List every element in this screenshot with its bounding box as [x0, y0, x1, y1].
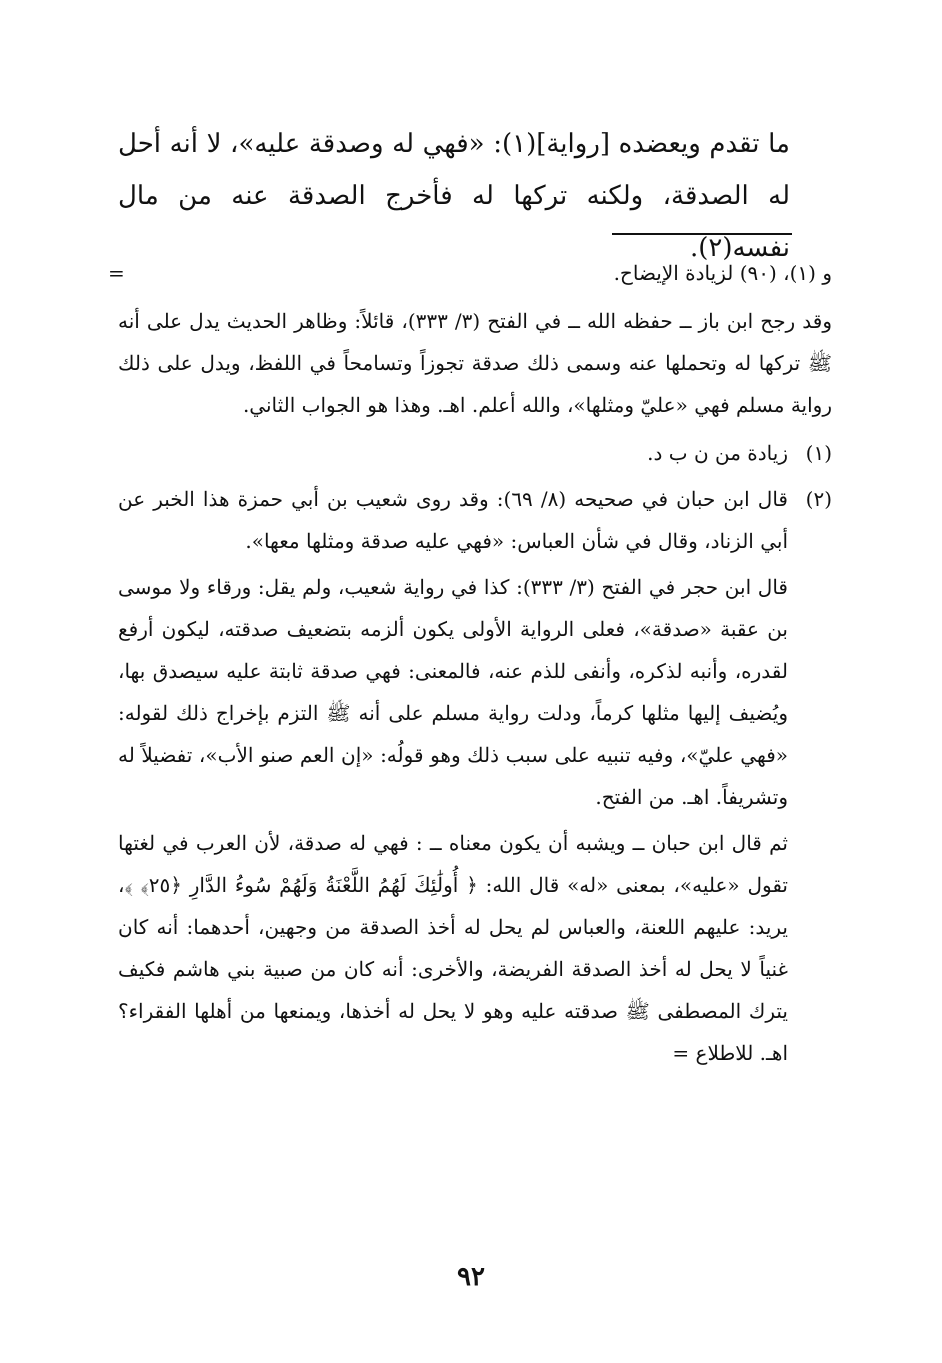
- footnote-continuation: [108, 252, 832, 426]
- footnote-2-paragraph-2: قال ابن حجر في الفتح (٣/ ٣٣٣): كذا في رواية شعيب، ولم يقل: ورقاء ولا موسى بن عقبة «صدقة»، فعلى الرواية الأولى يكون ألزمه بتضعيف صدقته، ليكون أرفع لقدره، وأنبه لذكره، وأنفى للذم عنه، فالمعنى: فهي صدقة ثابتة عليه سيصدق بها، ويُضيف إليها مثلها كرماً، ودلت رواية مسلم على أنه ﷺ التزم بإخراج ذلك لقوله: «فهي عليّ»، وفيه تنبيه على سبب ذلك وهو قولُه: «إن العم صنو الأب»، تفضيلاً له وتشريفاً. اهـ. من الفتح.: [118, 575, 788, 809]
- footnote-2: [118, 478, 832, 566]
- footnote-1-paragraph-1: زيادة من ن ب د.: [647, 441, 788, 465]
- footnote-1-marker: (١): [805, 441, 832, 465]
- footnote-1-body: [118, 432, 788, 478]
- footnote-separator-rule: [612, 233, 792, 235]
- footnote-1: [118, 432, 832, 478]
- footnote-2-marker: (٢): [805, 487, 832, 511]
- footnote-2-paragraph-3: ثم قال ابن حبان ــ ويشبه أن يكون معناه ــ : فهي له صدقة، لأن العرب في لغتها تقول «عليه»، بمعنى «له» قال الله: ﴿ أُولَٰئِكَ لَهُمُ اللَّعْنَةُ وَلَهُمْ سُوءُ الدَّارِ ﴿٢٥﴾ ﴾، يريد: عليهم اللعنة، والعباس لم يحل له أخذ الصدقة من وجهين، أحدهما: أنه كان غنياً لا يحل له أخذ الصدقة الفريضة، والأخرى: أنه كان من صبية بني هاشم فكيف يترك المصطفى ﷺ صدقته عليه وهو لا يحل له أخذها، ويمنعها من أهلها الفقراء؟ اهـ. للاطلاع =: [118, 831, 789, 1065]
- main-text-block: [118, 118, 790, 274]
- main-paragraph: ما تقدم ويعضده [رواية](١): «فهي له وصدقة عليه»، لا أنه أحل له الصدقة، ولكنه تركها له فأخرج الصدقة عنه من مال نفسه(٢).: [118, 129, 790, 263]
- footnote-2-continued: [118, 566, 788, 1074]
- continuation-paragraph-2: وقد رجح ابن باز ــ حفظه الله ــ في الفتح (٣/ ٣٣٣)، قائلاً: وظاهر الحديث يدل على أنه ﷺ تركها له وتحملها عنه وسمى ذلك صدقة تجوزاً وتسامحاً في اللفظ، ويدل على ذلك رواية مسلم فهي «عليّ ومثلها»، والله أعلم. اهـ. وهذا هو الجواب الثاني.: [118, 309, 832, 417]
- footnotes-section: [108, 252, 832, 1078]
- footnote-2-paragraph-1: قال ابن حبان في صحيحه (٨/ ٦٩): وقد روى شعيب بن أبي حمزة هذا الخبر عن أبي الزناد، وقال في شأن العباس: «فهي عليه صدقة ومثلها معها».: [118, 487, 788, 553]
- footnote-2-body: [118, 478, 788, 566]
- continuation-line-1: و (١)، (٩٠) لزيادة الإيضاح.: [613, 261, 832, 285]
- page-number: ٩٢: [457, 1262, 485, 1292]
- continuation-marker: =: [108, 261, 125, 285]
